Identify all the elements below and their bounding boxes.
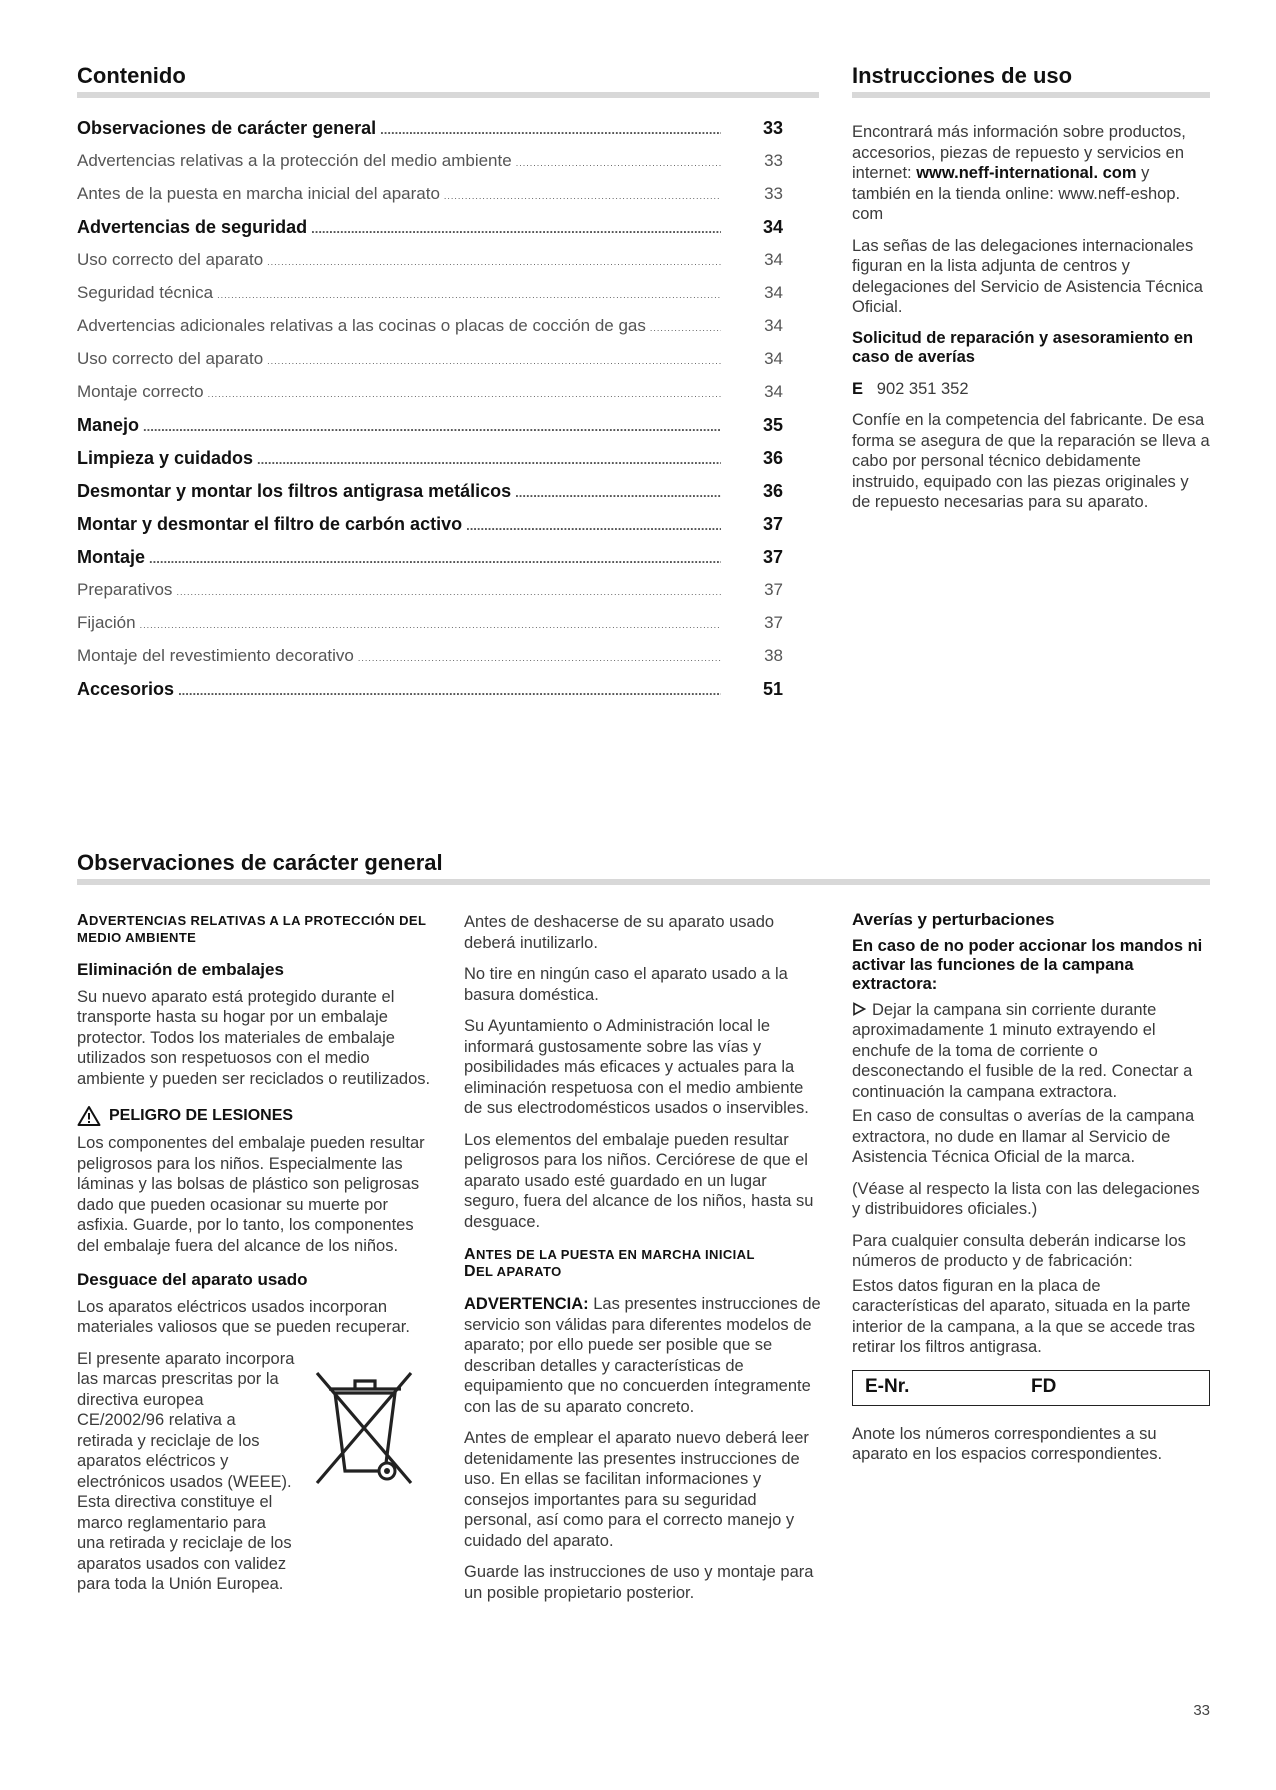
disposal-text-1: Los aparatos eléctricos usados incorporan materiales valiosos que se pueden recuperar. <box>77 1297 410 1336</box>
toc-entry-page: 36 <box>762 448 783 468</box>
toc-entry[interactable] <box>77 118 783 151</box>
toc-entry-label: Uso correcto del aparato <box>77 349 264 368</box>
toc-entry-page: 33 <box>764 184 783 203</box>
general-title: Observaciones de carácter general <box>77 850 443 875</box>
toc-entry[interactable] <box>77 382 783 415</box>
toc-entry[interactable] <box>77 448 783 481</box>
instructions-column <box>852 122 1210 524</box>
disposal-text-2: El presente aparato incorpora las marcas prescritas por la directiva europea CE/2002/96 relativa a retirada y reciclaje de los aparatos eléctricos y electrónicos usados (WEEE). Esta directiva constituye el marco reglamentario para una retirada y reciclaje de los aparatos usados con validez para toda la Unión Europea. <box>77 1349 295 1593</box>
faults-heading: Averías y perturbaciones <box>852 910 1055 929</box>
toc-leader-dots <box>143 419 721 434</box>
toc-entry[interactable] <box>77 250 783 283</box>
toc-entry-label: Desmontar y montar los filtros antigrasa metálicos <box>77 481 512 501</box>
repair-heading: Solicitud de reparación y asesoramiento en caso de averías <box>852 328 1194 366</box>
table-of-contents <box>77 118 783 712</box>
general-title-bar <box>77 879 1210 885</box>
mid-paragraph: Antes de emplear el aparato nuevo deberá leer detenidamente las presentes instrucciones de uso. En ellas se facilitan informaciones y consejos importantes para su seguridad personal, así como para el correcto manejo y cuidado del aparato. <box>464 1429 809 1550</box>
toc-entry-page: 34 <box>764 349 783 368</box>
toc-entry-label: Montar y desmontar el filtro de carbón activo <box>77 514 463 534</box>
enr-fd-box <box>852 1370 1210 1406</box>
toc-leader-dots <box>257 452 721 467</box>
toc-entry-page: 34 <box>764 250 783 269</box>
toc-leader-dots <box>515 485 721 500</box>
general-column-2 <box>464 912 822 1614</box>
toc-leader-dots <box>140 620 721 630</box>
danger-text: Los componentes del embalaje pueden resultar peligrosos para los niños. Especialmente las láminas y las bolsas de plástico son peligrosas dado que pueden ocasionar su muerte por asfixia. Guarde, por lo tanto, los componentes del embalaje fuera del alcance de los niños. <box>77 1134 425 1255</box>
toc-leader-dots <box>516 158 721 168</box>
toc-entry-label: Limpieza y cuidados <box>77 448 254 468</box>
toc-leader-dots <box>208 389 721 399</box>
toc-entry-label: Preparativos <box>77 580 173 599</box>
packaging-heading: Eliminación de embalajes <box>77 960 284 979</box>
toc-title-bar <box>77 92 819 98</box>
instructions-paragraph: Confíe en la competencia del fabricante. De esa forma se asegura de que la reparación se lleva a cabo por personal técnico debidamente instruido, equipado con las piezas originales y de repuesto necesarias para su aparato. <box>852 411 1210 511</box>
toc-leader-dots <box>267 356 721 366</box>
toc-entry-label: Accesorios <box>77 679 175 699</box>
mid-paragraph: Su Ayuntamiento o Administración local le informará gustosamente sobre las vías y posibilidades más eficaces y actuales para la eliminación respetuosa con el medio ambiente de sus electrodomésticos usados o inservibles. <box>464 1017 809 1117</box>
toc-entry[interactable] <box>77 316 783 349</box>
toc-entry[interactable] <box>77 580 783 613</box>
warning-label: ADVERTENCIA: <box>464 1295 589 1313</box>
toc-entry-page: 34 <box>764 382 783 401</box>
mid-paragraph: No tire en ningún caso el aparato usado a la basura doméstica. <box>464 965 788 1004</box>
faults-paragraph: (Véase al respecto la lista con las delegaciones y distribuidores oficiales.) <box>852 1179 1200 1218</box>
env-heading: ADVERTENCIAS RELATIVAS A LA PROTECCIÓN DEL MEDIO AMBIENTE <box>77 912 427 945</box>
toc-leader-dots <box>267 257 721 267</box>
toc-entry[interactable] <box>77 514 783 547</box>
toc-entry-page: 34 <box>762 217 783 237</box>
toc-leader-dots <box>466 518 721 533</box>
faults-step: Dejar la campana sin corriente durante aproximadamente 1 minuto extrayendo el enchufe de la toma de corriente o desconectando el fusible de la red. Conectar a continuación la campana extractora. <box>852 1000 1193 1101</box>
toc-entry[interactable] <box>77 151 783 184</box>
toc-entry[interactable] <box>77 184 783 217</box>
toc-leader-dots <box>444 191 721 201</box>
phone-icon: E <box>852 379 864 398</box>
toc-entry[interactable] <box>77 547 783 580</box>
toc-leader-dots <box>380 122 721 137</box>
toc-entry[interactable] <box>77 613 783 646</box>
toc-entry[interactable] <box>77 349 783 382</box>
toc-entry-page: 33 <box>764 151 783 170</box>
toc-leader-dots <box>311 221 721 236</box>
fd-label: FD <box>1031 1376 1057 1398</box>
toc-entry-page: 36 <box>762 481 783 501</box>
toc-entry[interactable] <box>77 646 783 679</box>
toc-entry[interactable] <box>77 481 783 514</box>
page-number: 33 <box>1193 1702 1210 1719</box>
toc-entry-label: Advertencias relativas a la protección del medio ambiente <box>77 151 512 170</box>
toc-entry-page: 37 <box>764 613 783 632</box>
toc-entry[interactable] <box>77 217 783 250</box>
toc-entry-label: Manejo <box>77 415 140 435</box>
toc-entry-page: 35 <box>762 415 783 435</box>
toc-entry-page: 37 <box>762 514 783 534</box>
toc-entry-label: Montaje correcto <box>77 382 204 401</box>
toc-entry[interactable] <box>77 415 783 448</box>
toc-entry-page: 38 <box>764 646 783 665</box>
toc-entry[interactable] <box>77 679 783 712</box>
warning-triangle-icon <box>77 1105 101 1127</box>
toc-entry-page: 37 <box>762 547 783 567</box>
general-column-3 <box>852 906 1210 1476</box>
instructions-title-bar <box>852 92 1210 98</box>
toc-entry-page: 37 <box>764 580 783 599</box>
toc-title: Contenido <box>77 63 186 88</box>
instructions-paragraph: Encontrará más información sobre productos, accesorios, piezas de repuesto y servicios en internet: www.neff-international. com y también en la tienda online: www.neff-eshop. com <box>852 123 1186 223</box>
weee-bin-icon <box>307 1359 425 1489</box>
toc-leader-dots <box>176 587 721 597</box>
toc-leader-dots <box>217 290 721 300</box>
instructions-title: Instrucciones de uso <box>852 63 1073 88</box>
toc-leader-dots <box>149 551 721 566</box>
warning-text: ADVERTENCIA: Las presentes instrucciones de servicio son válidas para diferentes modelos de aparato; por ello puede ser posible que se describan detalles y características de equipamiento que no concuerden íntegramente con las de su aparato concreto. <box>464 1295 821 1416</box>
neff-link[interactable]: www.neff-international. com <box>916 164 1137 182</box>
phone-line <box>852 379 1210 400</box>
mid-paragraph: Guarde las instrucciones de uso y montaje para un posible propietario posterior. <box>464 1563 814 1602</box>
step-arrow-icon <box>852 1002 866 1016</box>
toc-leader-dots <box>358 653 721 663</box>
toc-entry-label: Montaje del revestimiento decorativo <box>77 646 354 665</box>
toc-entry-label: Fijación <box>77 613 136 632</box>
toc-entry-label: Advertencias adicionales relativas a las cocinas o placas de cocción de gas <box>77 316 646 335</box>
faults-paragraph: Estos datos figuran en la placa de características del aparato, situada en la parte interior de la campana, a la que se accede tras retirar los filtros antigrasa. <box>852 1276 1196 1356</box>
packaging-text: Su nuevo aparato está protegido durante el transporte hasta su hogar por un embalaje protector. Todos los materiales de embalaje utilizados son respetuosos con el medio ambiente y pueden ser reciclados o reutilizados. <box>77 987 431 1088</box>
mid-paragraph: Antes de deshacerse de su aparato usado deberá inutilizarlo. <box>464 913 775 952</box>
toc-entry-page: 34 <box>764 283 783 302</box>
enr-label: E-Nr. <box>865 1376 910 1398</box>
phone-number: 902 351 352 <box>876 379 969 398</box>
toc-entry-label: Montaje <box>77 547 146 567</box>
toc-entry-label: Advertencias de seguridad <box>77 217 308 237</box>
faults-subheading: En caso de no poder accionar los mandos ni activar las funciones de la campana extractora: <box>852 936 1203 993</box>
faults-paragraph: Anote los números correspondientes a su aparato en los espacios correspondientes. <box>852 1424 1163 1463</box>
toc-leader-dots <box>178 683 721 698</box>
toc-entry-label: Observaciones de carácter general <box>77 118 377 138</box>
toc-leader-dots <box>650 323 721 333</box>
mid-paragraph: Los elementos del embalaje pueden resultar peligrosos para los niños. Cerciórese de que el aparato usado esté guardado en un lugar seguro, fuera del alcance de los niños, hasta su desguace. <box>464 1130 814 1231</box>
faults-paragraph: En caso de consultas o averías de la campana extractora, no dude en llamar al Servicio de Asistencia Técnica Oficial de la marca. <box>852 1107 1195 1166</box>
toc-entry-label: Seguridad técnica <box>77 283 214 302</box>
toc-entry[interactable] <box>77 283 783 316</box>
before-heading: ANTES DE LA PUESTA EN MARCHA INICIAL DEL APARATO <box>464 1246 755 1280</box>
toc-entry-page: 51 <box>762 679 783 699</box>
danger-heading: PELIGRO DE LESIONES <box>77 1105 435 1127</box>
toc-entry-page: 34 <box>764 316 783 335</box>
toc-entry-label: Antes de la puesta en marcha inicial del aparato <box>77 184 440 203</box>
general-column-1 <box>77 912 435 1595</box>
toc-entry-label: Uso correcto del aparato <box>77 250 264 269</box>
disposal-heading: Desguace del aparato usado <box>77 1270 308 1289</box>
faults-paragraph: Para cualquier consulta deberán indicarse los números de producto y de fabricación: <box>852 1231 1186 1270</box>
instructions-paragraph: Las señas de las delegaciones internacionales figuran en la lista adjunta de centros y delegaciones del Servicio de Asistencia Técnica Oficial. <box>852 236 1203 316</box>
toc-entry-page: 33 <box>762 118 783 138</box>
